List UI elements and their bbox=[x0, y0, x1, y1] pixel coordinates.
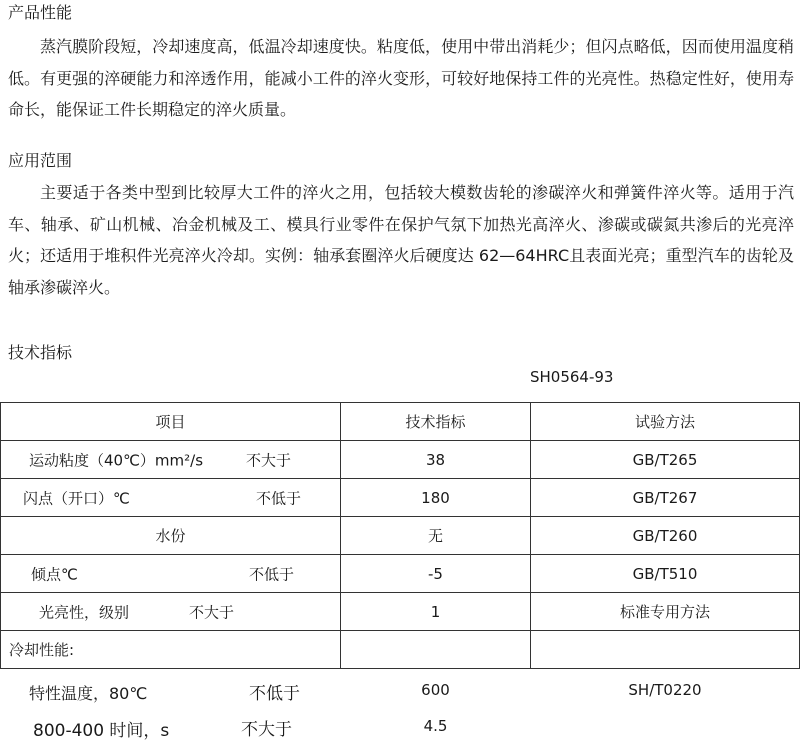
row-value: 38 bbox=[341, 441, 531, 479]
row-method: GB/T510 bbox=[531, 555, 800, 593]
section-title-performance: 产品性能 bbox=[8, 3, 73, 22]
row-item-label: 光亮性，级别 bbox=[39, 603, 130, 621]
table-row bbox=[1, 517, 800, 555]
table-row bbox=[1, 441, 800, 479]
row-item-label: 运动粘度（40℃）mm²/s bbox=[29, 451, 204, 469]
row-value: 180 bbox=[341, 479, 531, 517]
application-text: 主要适于各类中型到比较厚大工件的淬火之用，包括较大模数齿轮的渗碳淬火和弹簧件淬火等。适用于汽车、轴承、矿山机械、冶金机械及工、模具行业零件在保护气氛下加热光高淬火、渗碳或碳氮共渗后的光亮淬火；还适用于堆积件光亮淬火冷却。实例：轴承套圈淬火后硬度达 62—64HRC且表面光亮；重型汽车的齿轮及轴承渗碳淬火。 bbox=[8, 183, 794, 297]
row-item-label: 闪点（开口）℃ bbox=[23, 489, 130, 507]
cooling-item-label: 800-400 时间，s bbox=[33, 721, 170, 741]
cooling-title: 冷却性能: bbox=[9, 641, 75, 659]
table-row bbox=[1, 479, 800, 517]
row-item-label: 倾点℃ bbox=[31, 565, 78, 583]
cooling-condition: 不大于 bbox=[241, 720, 292, 740]
table-header-row bbox=[1, 403, 800, 441]
header-method: 试验方法 bbox=[531, 403, 800, 441]
row-method: GB/T260 bbox=[531, 517, 800, 555]
table-row-cooling bbox=[1, 631, 800, 669]
performance-text: 蒸汽膜阶段短，冷却速度高，低温冷却速度快。粘度低，使用中带出消耗少；但闪点略低，因而使用温度稍低。有更强的淬硬能力和淬透作用，能减小工件的淬火变形，可较好地保持工件的光亮性。热稳定性好，使用寿命长，能保证工件长期稳定的淬火质量。 bbox=[8, 37, 794, 119]
row-value: -5 bbox=[341, 555, 531, 593]
table-row bbox=[1, 593, 800, 631]
section-title-specs: 技术指标 bbox=[8, 343, 73, 362]
cooling-item-label: 特性温度，80℃ bbox=[29, 684, 148, 703]
row-method: 标准专用方法 bbox=[531, 593, 800, 631]
cooling-condition: 不低于 bbox=[249, 684, 300, 704]
row-method: GB/T265 bbox=[531, 441, 800, 479]
row-condition: 不大于 bbox=[246, 451, 292, 469]
spec-table bbox=[0, 402, 800, 741]
row-item-label: 水份 bbox=[1, 517, 341, 555]
standard-code: SH0564-93 bbox=[530, 368, 614, 386]
row-value: 1 bbox=[341, 593, 531, 631]
cooling-value: 4.5 bbox=[423, 717, 448, 735]
row-condition: 不低于 bbox=[249, 565, 295, 583]
header-value: 技术指标 bbox=[341, 403, 531, 441]
cooling-value: 600 bbox=[421, 681, 450, 699]
table-row bbox=[1, 555, 800, 593]
row-method: GB/T267 bbox=[531, 479, 800, 517]
row-condition: 不低于 bbox=[256, 489, 302, 507]
row-value: 无 bbox=[341, 517, 531, 555]
row-condition: 不大于 bbox=[189, 603, 235, 621]
section-title-application: 应用范围 bbox=[8, 151, 73, 170]
cooling-method: SH/T0220 bbox=[628, 681, 702, 699]
header-item: 项目 bbox=[1, 403, 341, 441]
